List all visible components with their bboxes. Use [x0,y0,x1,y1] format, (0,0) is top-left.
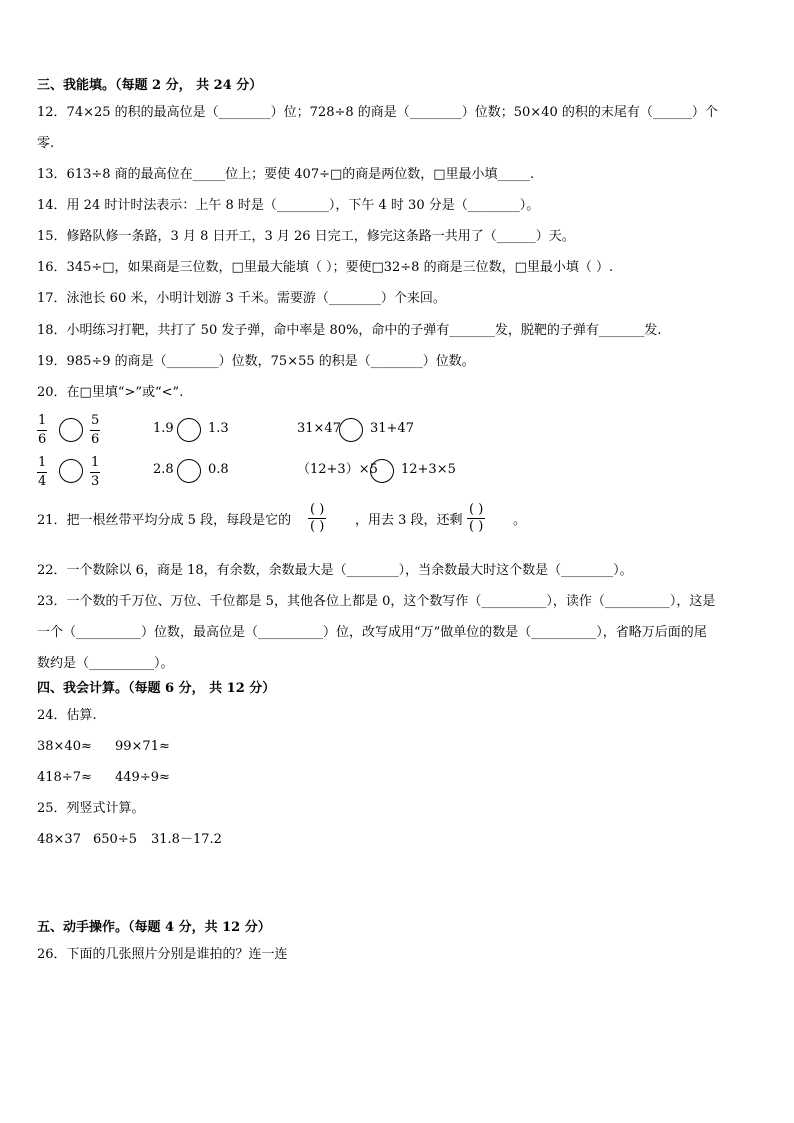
compare-right: 0.8 [208,462,229,477]
question-26: 26．下面的几张照片分别是谁拍的？连一连 [37,947,288,962]
fraction-blank[interactable] [467,502,485,535]
section-4-title: 四、我会计算。（每题 6 分， 共 12 分） [37,681,276,696]
question-21-part-c: 。 [513,513,527,528]
fraction-5-6 [90,412,100,449]
compare-right: 31+47 [370,421,414,436]
fraction-blank-denominator: ( ) [469,519,484,534]
compare-left: 2.8 [153,462,174,477]
compare-circle[interactable] [370,459,394,483]
fraction-numerator: 1 [90,454,100,473]
compare-circle[interactable] [177,459,201,483]
question-24: 24．估算. [37,708,97,723]
fraction-denominator: 3 [91,474,100,489]
compare-circle[interactable] [59,459,83,483]
vertical-calc-item: 31.8－17.2 [151,832,222,847]
fraction-blank-numerator: ( ) [469,502,484,517]
question-23-line-1: 23．一个数的千万位、万位、千位都是 5，其他各位上都是 0，这个数写作（__________），读作（__________），这是 [37,594,716,609]
question-13: 13．613÷8 商的最高位在_____位上；要使 407÷□的商是两位数，□里最小填_____. [37,167,535,182]
compare-circle[interactable] [59,418,83,442]
vertical-calc-item: 48×37 [37,832,81,847]
question-25: 25．列竖式计算。 [37,801,145,816]
question-16: 16．345÷□，如果商是三位数，□里最大能填（ ）；要使□32÷8 的商是三位数，□里最小填（ ）. [37,260,614,275]
fraction-denominator: 6 [91,432,100,447]
fraction-numerator: 1 [37,412,47,431]
fraction-denominator: 4 [38,474,47,489]
fraction-blank[interactable] [308,502,326,535]
estimate-item: 418÷7≈ [37,770,92,785]
compare-left: 31×47 [297,421,341,436]
vertical-calc-item: 650÷5 [93,832,137,847]
question-15: 15．修路队修一条路，3 月 8 日开工，3 月 26 日完工，修完这条路一共用了（______）天。 [37,229,575,244]
fraction-denominator: 6 [38,432,47,447]
fraction-1-4 [37,454,47,491]
question-20: 20．在□里填“>”或“<”. [37,385,184,400]
question-23-line-3: 数约是（__________）。 [37,656,174,671]
compare-right: 1.3 [208,421,229,436]
question-22: 22．一个数除以 6，商是 18，有余数，余数最大是（________），当余数最大时这个数是（________）。 [37,563,633,578]
compare-circle[interactable] [177,418,201,442]
question-21-part-a: 21．把一根丝带平均分成 5 段，每段是它的 [37,513,292,528]
compare-left: （12+3）×5 [297,462,378,477]
question-14: 14．用 24 时计时法表示：上午 8 时是（________），下午 4 时 30 分是（________）。 [37,198,540,213]
estimate-item: 449÷9≈ [115,770,170,785]
estimate-item: 38×40≈ [37,739,92,754]
question-17: 17．泳池长 60 米，小明计划游 3 千米。需要游（________）个来回。 [37,291,446,306]
compare-right: 12+3×5 [401,462,456,477]
question-12-line-2: 零. [37,136,55,151]
compare-left: 1.9 [153,421,174,436]
fraction-1-6 [37,412,47,449]
question-23-line-2: 一个（__________）位数，最高位是（__________）位，改写成用“万”做单位的数是（__________），省略万后面的尾 [37,625,707,640]
question-18: 18．小明练习打靶，共打了 50 发子弹，命中率是 80%，命中的子弹有_______发，脱靶的子弹有_______发. [37,323,662,338]
question-19: 19．985÷9 的商是（________）位数，75×55 的积是（________）位数。 [37,354,475,369]
estimate-item: 99×71≈ [115,739,170,754]
question-12-line-1: 12．74×25 的积的最高位是（________）位；728÷8 的商是（________）位数；50×40 的积的末尾有（______）个 [37,105,718,120]
fraction-blank-numerator: ( ) [310,502,325,517]
section-5-title: 五、动手操作。（每题 4 分，共 12 分） [37,920,271,935]
fraction-1-3 [90,454,100,491]
fraction-numerator: 5 [90,412,100,431]
fraction-blank-denominator: ( ) [310,519,325,534]
question-21-part-b: ，用去 3 段，还剩 [355,513,463,528]
fraction-numerator: 1 [37,454,47,473]
section-3-title: 三、我能填。（每题 2 分， 共 24 分） [37,78,263,93]
compare-circle[interactable] [339,418,363,442]
